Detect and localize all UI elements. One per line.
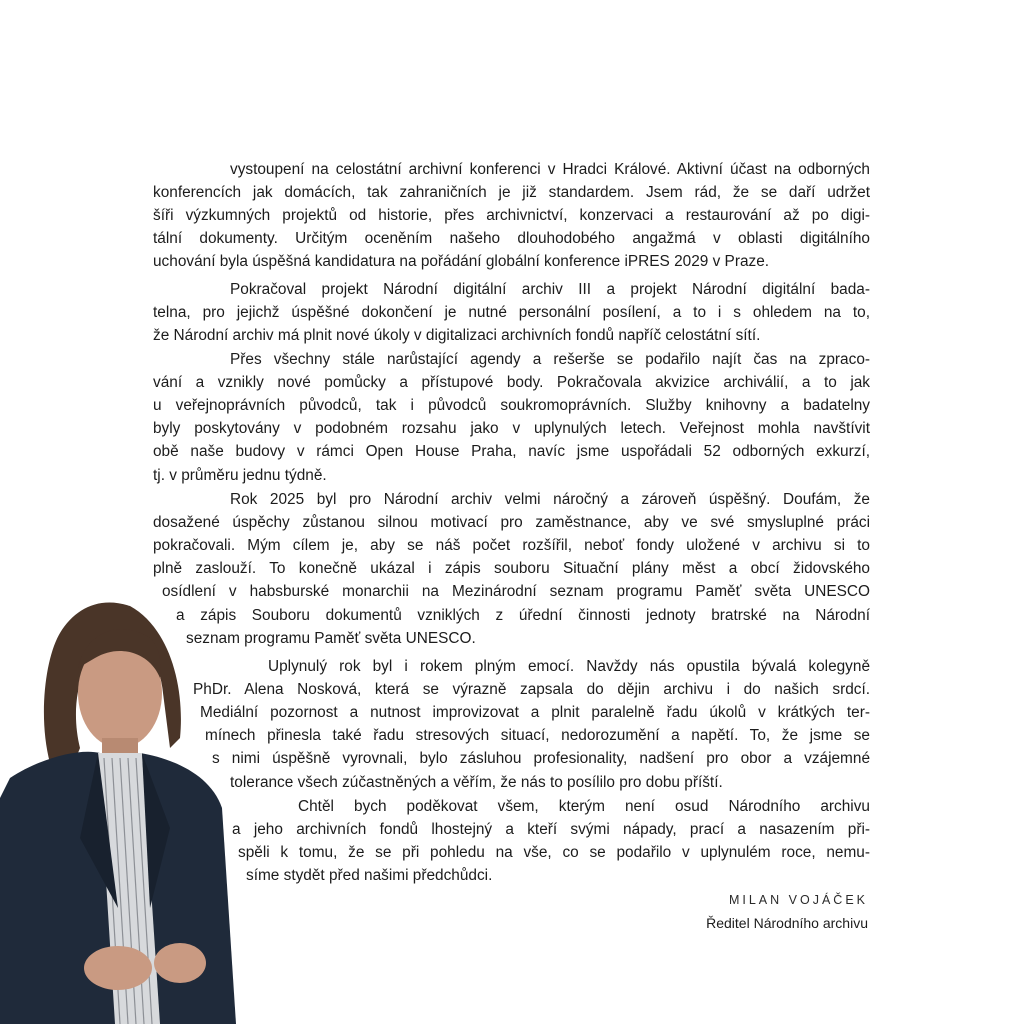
text-line: seznam programu Paměť světa UNESCO.: [186, 629, 476, 647]
text-line: a zápis Souboru dokumentů vzniklých z úřední činnosti jednoty bratrské na Národní: [176, 606, 870, 624]
text-line: obě naše budovy v rámci Open House Praha, navíc jsme uspořádali 52 odborných exkurzí,: [153, 443, 870, 461]
text-line: mínech přinesla také řadu stresových situací, nedorozumění a napětí. To, že jsme se: [205, 727, 870, 745]
text-line: Uplynulý rok byl i rokem plným emocí. Navždy nás opustila bývalá kolegyně: [268, 658, 870, 675]
text-line: Pokračoval projekt Národní digitální archiv III a projekt Národní digitální bada-: [230, 281, 870, 298]
signature-name: MILAN VOJÁČEK: [728, 893, 868, 907]
text-line: telna, pro jejichž úspěšné dokončení je nutné personální posílení, a to i s ohledem na to,: [153, 304, 870, 322]
text-line: šíři výzkumných projektů od historie, přes archivnictví, konzervaci a restaurování až po digi-: [153, 207, 870, 225]
text-line: s nimi úspěšně vyrovnali, bylo zásluhou profesionality, nadšení pro obor a vzájemné: [212, 750, 870, 768]
signature-role: Ředitel Národního archivu: [706, 915, 868, 931]
text-line: síme stydět před našimi předchůdci.: [246, 867, 493, 885]
text-line: pokračovali. Mým cílem je, aby se náš počet rozšířil, neboť fondy uložené v archivu si to: [153, 537, 870, 555]
text-line: dosažené úspěchy zůstanou silnou motivací pro zaměstnance, aby ve své smysluplné práci: [153, 514, 870, 532]
text-line: vání a vznikly nové pomůcky a přístupové body. Pokračovala akvizice archiválií, a to jak: [153, 374, 870, 392]
text-line: u veřejnoprávních původců, tak i původců soukromoprávních. Služby knihovny a badatelny: [153, 397, 870, 415]
text-line: Rok 2025 byl pro Národní archiv velmi náročný a zároveň úspěšný. Doufám, že: [230, 491, 870, 508]
director-portrait: [0, 598, 236, 1024]
text-line: PhDr. Alena Nosková, která se výrazně zapsala do dějin archivu i do našich srdcí.: [193, 681, 870, 699]
text-line: uchování byla úspěšná kandidatura na pořádání globální konference iPRES 2029 v Praze.: [153, 253, 770, 271]
text-line: že Národní archiv má plnit nové úkoly v digitalizaci archivních fondů napříč celostátní sítí.: [153, 327, 761, 345]
text-line: tální dokumenty. Určitým oceněním našeho dlouhodobého angažmá v oblasti digitálního: [153, 230, 870, 248]
text-line: tj. v průměru jednu týdně.: [153, 466, 327, 484]
text-line: tolerance všech zúčastněných a věřím, že nás to posílilo pro dobu příští.: [230, 773, 723, 791]
text-line: osídlení v habsburské monarchii na Mezinárodní seznam programu Paměť světa UNESCO: [162, 583, 870, 601]
text-line: vystoupení na celostátní archivní konferenci v Hradci Králové. Aktivní účast na odborných: [230, 161, 870, 178]
text-line: byly poskytovány v podobném rozsahu jako v uplynulých letech. Veřejnost mohla navštívit: [153, 420, 870, 438]
text-line: plně zaslouží. To konečně ukázal i zápis souboru Situační plány měst a obcí židovského: [153, 560, 870, 578]
text-line: spěli k tomu, že se při pohledu na vše, co se podařilo v uplynulém roce, nemu-: [238, 844, 870, 862]
text-line: Chtěl bych poděkovat všem, kterým není osud Národního archivu: [298, 798, 870, 815]
text-line: a jeho archivních fondů lhostejný a kteří svými nápady, prací a nasazením při-: [232, 821, 870, 839]
text-line: Přes všechny stále narůstající agendy a rešerše se podařilo najít čas na zpraco-: [230, 351, 870, 368]
text-line: konferencích jak domácích, tak zahraničních je již standardem. Jsem rád, že se daří udržet: [153, 184, 870, 202]
text-line: Mediální pozornost a nutnost improvizovat a plnit paralelně řadu úkolů v krátkých ter-: [200, 704, 870, 722]
